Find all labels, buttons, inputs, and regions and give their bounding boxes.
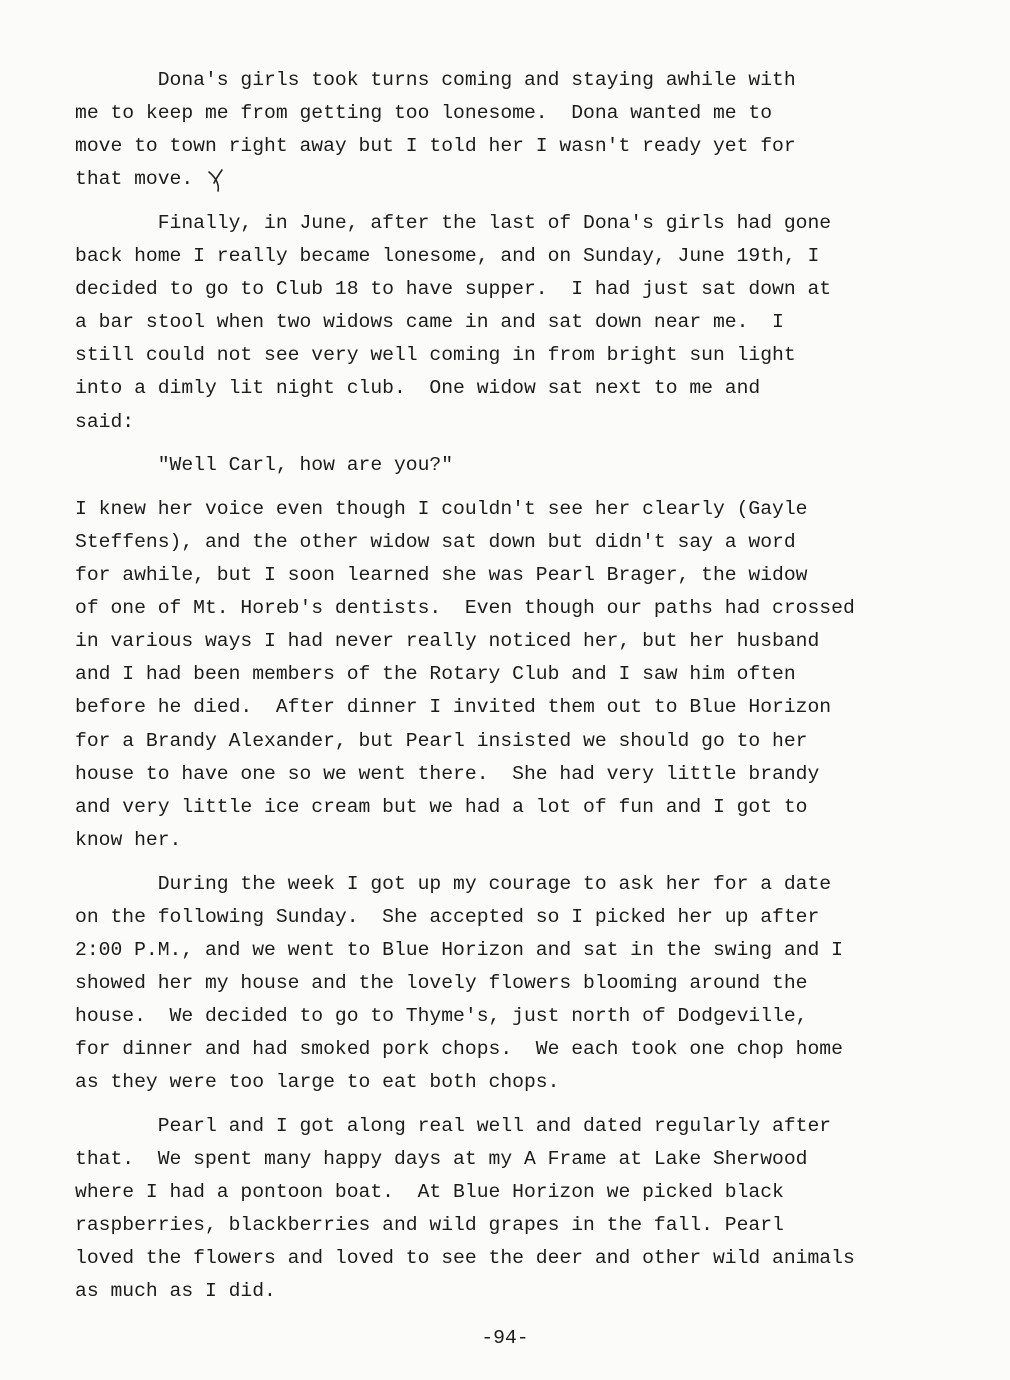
text-line: still could not see very well coming in from bright sun light <box>75 344 796 367</box>
handwritten-insert-mark-icon <box>205 168 227 192</box>
text-line: into a dimly lit night club. One widow sat next to me and <box>75 377 761 400</box>
text-line: in various ways I had never really noticed her, but her husband <box>75 630 820 653</box>
text-line: loved the flowers and loved to see the deer and other wild animals <box>75 1247 855 1270</box>
text-line: and very little ice cream but we had a lot of fun and I got to <box>75 795 808 818</box>
text-line: a bar stool when two widows came in and sat down near me. I <box>75 311 784 334</box>
text-line: decided to go to Club 18 to have supper. I had just sat down at <box>75 278 832 301</box>
text-line: and I had been members of the Rotary Club and I saw him often <box>75 663 796 686</box>
text-line: 2:00 P.M., and we went to Blue Horizon and sat in the swing and I <box>75 938 843 961</box>
text-line: Pearl and I got along real well and dated regularly after <box>75 1114 832 1137</box>
text-line: for a Brandy Alexander, but Pearl insisted we should go to her <box>75 729 808 752</box>
text-line: house to have one so we went there. She had very little brandy <box>75 762 820 785</box>
text-line: back home I really became lonesome, and on Sunday, June 19th, I <box>75 245 820 268</box>
text-line: showed her my house and the lovely flowers blooming around the <box>75 971 808 994</box>
text-line: for awhile, but I soon learned she was Pearl Brager, the widow <box>75 564 808 587</box>
text-line: of one of Mt. Horeb's dentists. Even though our paths had crossed <box>75 597 855 620</box>
paragraph-gap <box>75 196 965 207</box>
paragraph-6 <box>75 1110 965 1309</box>
text-line: During the week I got up my courage to ask her for a date <box>75 872 832 895</box>
text-line: I knew her voice even though I couldn't see her clearly (Gayle <box>75 497 808 520</box>
text-line: as they were too large to eat both chops. <box>75 1071 560 1094</box>
page-number: -94- <box>481 1327 529 1349</box>
text-line: Finally, in June, after the last of Dona's girls had gone <box>75 211 832 234</box>
text-line: know her. <box>75 828 182 851</box>
paragraph-gap <box>75 857 965 868</box>
text-line: where I had a pontoon boat. At Blue Horizon we picked black <box>75 1180 784 1203</box>
paragraph-5 <box>75 868 965 1100</box>
paragraph-gap <box>75 439 965 450</box>
text-line: house. We decided to go to Thyme's, just north of Dodgeville, <box>75 1004 808 1027</box>
paragraph-gap <box>75 1099 965 1110</box>
text-line: Steffens), and the other widow sat down but didn't say a word <box>75 531 796 553</box>
paragraph-3-quote <box>75 449 965 482</box>
text-line: Dona's girls took turns coming and staying awhile with <box>75 69 796 91</box>
paragraph-4 <box>75 493 965 857</box>
text-line: me to keep me from getting too lonesome. Dona wanted me to <box>75 102 773 125</box>
text-line: for dinner and had smoked pork chops. We each took one chop home <box>75 1038 843 1060</box>
text-line: that. We spent many happy days at my A Frame at Lake Sherwood <box>75 1147 808 1170</box>
paragraph-gap <box>75 482 965 493</box>
text-line: said: <box>75 410 135 433</box>
text-line: on the following Sunday. She accepted so I picked her up after <box>75 905 820 928</box>
text-line: move to town right away but I told her I wasn't ready yet for <box>75 135 796 158</box>
paragraph-2 <box>75 207 965 439</box>
text-line: "Well Carl, how are you?" <box>75 454 454 477</box>
text-line: as much as I did. <box>75 1280 276 1303</box>
text-line: before he died. After dinner I invited them out to Blue Horizon <box>75 696 832 719</box>
body-text <box>75 64 965 1308</box>
text-line: that move. <box>75 168 194 191</box>
text-line: raspberries, blackberries and wild grapes in the fall. Pearl <box>75 1214 784 1237</box>
